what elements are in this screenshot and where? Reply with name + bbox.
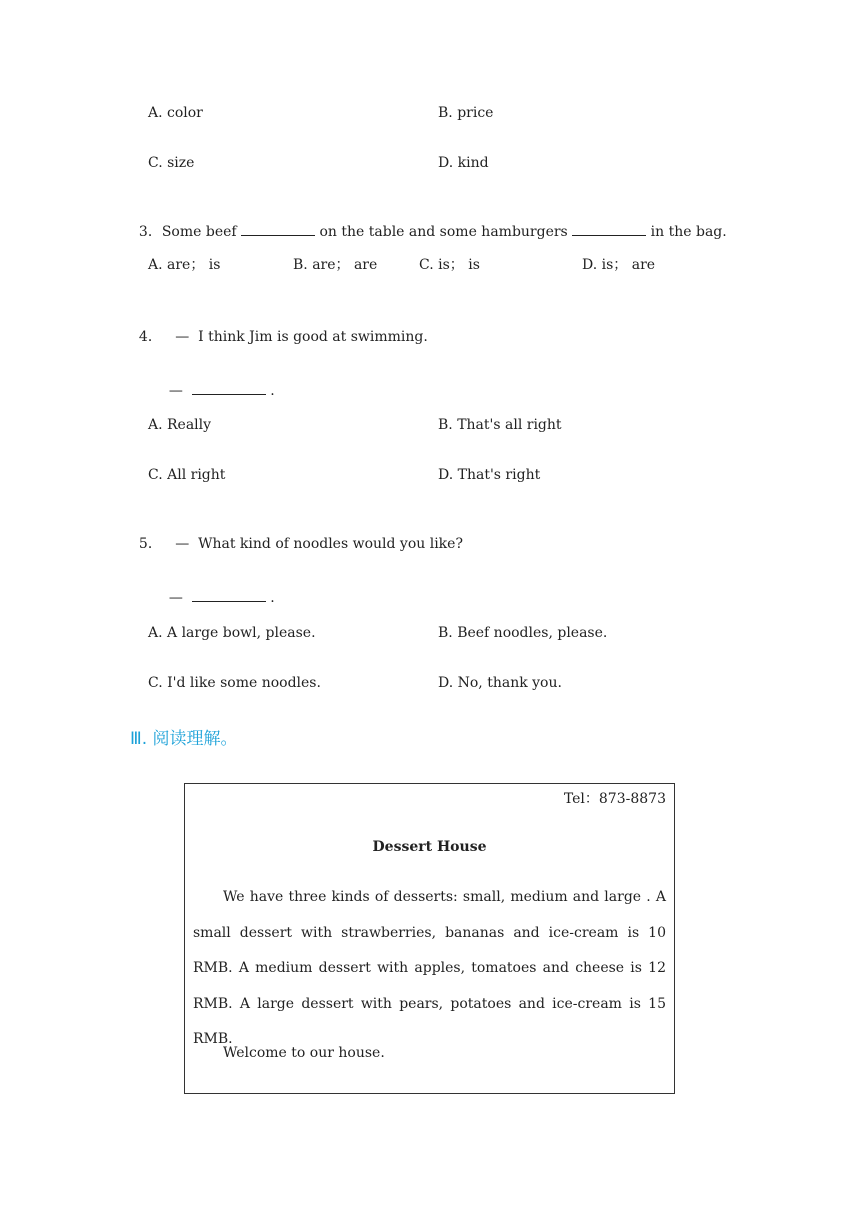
q3-option-b: B. are； are [293,257,378,273]
q5-prompt: What kind of noodles would you like? [198,536,463,552]
q4-option-d: D. That's right [438,467,541,483]
q5-stem [130,517,463,553]
q3-option-c: C. is； is [419,257,480,273]
q5-option-c: C. I'd like some noodles. [148,675,321,691]
q5-answer-line [160,571,275,607]
q5-option-d: D. No, thank you. [438,675,562,691]
q4-answer-dash: — [168,383,183,399]
q5-dash: — [175,536,190,552]
q4-stem [130,310,428,346]
ad-telephone: Tel：873-8873 [563,791,666,807]
q2-option-d: D. kind [438,155,489,171]
q5-option-a: A. A large bowl, please. [148,625,316,641]
q5-number: 5． [138,536,162,552]
q5-answer-end: . [270,590,275,606]
q4-number: 4． [138,329,162,345]
q4-option-c: C. All right [148,467,226,483]
q4-prompt: I think Jim is good at swimming. [198,329,428,345]
q2-option-a: A. color [148,105,203,121]
q5-blank [192,589,266,602]
q4-answer-line [160,364,275,400]
q4-option-b: B. That's all right [438,417,562,433]
section-heading-reading: Ⅲ. 阅读理解。 [130,729,238,749]
q5-answer-dash: — [168,590,183,606]
q3-text-part2: on the table and some hamburgers [319,224,568,240]
q3-option-a: A. are； is [148,257,221,273]
q3-number: 3． [138,224,162,240]
q3-text-part3: in the bag. [650,224,727,240]
q4-option-a: A. Really [148,417,212,433]
ad-body: We have three kinds of desserts: small, medium and large . A small dessert with strawberries, bananas and ice-cream is 10 RMB. A medium dessert with apples, tomatoes and cheese is 12 RMB. A large dessert with pears, potatoes and ice-cream is 15 RMB. [193,889,666,1047]
q4-answer-end: . [270,383,275,399]
q3-option-d: D. is； are [582,257,656,273]
q4-dash: — [175,329,190,345]
q4-blank [192,382,266,395]
q3-blank-1 [241,223,315,236]
q3-stem [130,205,727,241]
q3-blank-2 [572,223,646,236]
ad-title: Dessert House [372,839,487,855]
q3-text-part1: Some beef [161,224,237,240]
q2-option-b: B. price [438,105,494,121]
dessert-house-ad [184,783,675,1094]
q5-option-b: B. Beef noodles, please. [438,625,608,641]
q2-option-c: C. size [148,155,195,171]
ad-closing: Welcome to our house. [223,1045,385,1061]
